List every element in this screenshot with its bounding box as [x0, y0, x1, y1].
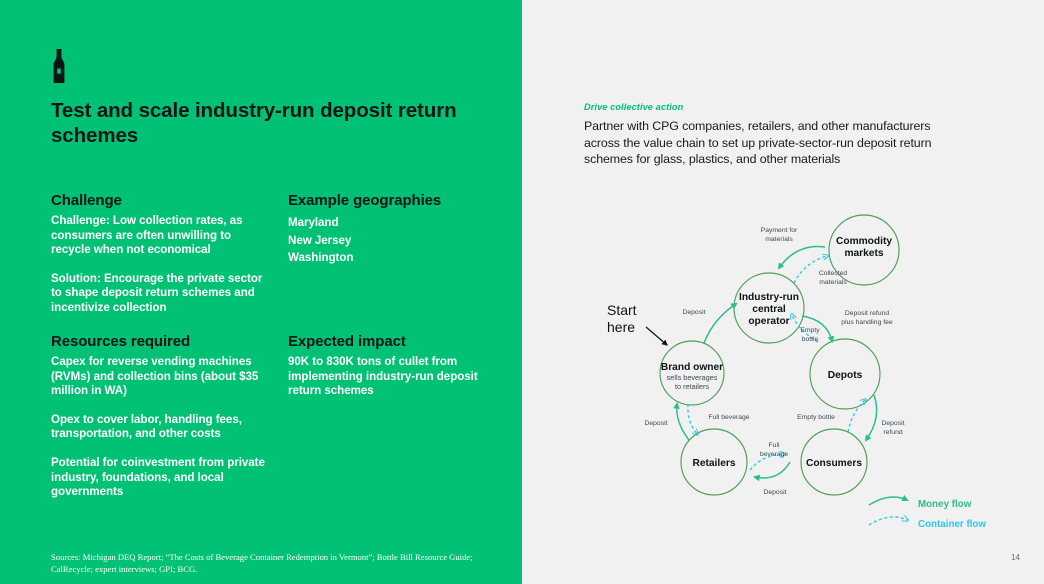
node-label-commodity-markets-line2: markets	[844, 248, 884, 259]
edge-label-deposit-refund-right-line2: refund	[883, 429, 903, 436]
start-here-marker	[607, 302, 667, 345]
expected-impact-paragraph-1: 90K to 830K tons of cullet from implementing industry-run deposit return schemes	[288, 355, 478, 398]
edge-label-deposit-refund-handling-line2: plus handling fee	[841, 319, 893, 326]
flow-deposit-refund-to-consumers	[866, 395, 905, 440]
section-challenge	[51, 192, 266, 316]
legend-item-container-flow	[869, 517, 986, 530]
section-resources-required	[51, 333, 266, 500]
start-here-line2: here	[607, 319, 636, 335]
section-heading-example-geographies: Example geographies	[288, 192, 442, 209]
edge-label-payment-for-materials-line2: materials	[765, 236, 793, 243]
diagram-legend	[869, 497, 986, 530]
section-example-geographies	[288, 192, 503, 267]
legend-item-money-flow	[869, 497, 972, 510]
flow-payment-for-materials	[761, 227, 825, 268]
edge-label-collected-materials-line1: Collected	[818, 270, 848, 277]
edge-label-deposit-brand: Deposit	[682, 309, 706, 316]
section-heading-expected-impact: Expected impact	[288, 333, 406, 350]
node-label-operator-line3: operator	[748, 316, 790, 327]
legend-label-container-flow: Container flow	[918, 519, 987, 530]
edge-label-payment-for-materials-line1: Payment for	[760, 227, 798, 234]
sources-footnote: Sources: Michigan DEQ Report; “The Costs of Beverage Container Redemption in Vermont”; Bottle Bill Resource Guide; CalRecycle; expert interviews; GPI; BCG.	[51, 552, 473, 574]
lede-paragraph: Partner with CPG companies, retailers, and other manufacturers across the value chain to set up private-sector-run deposit return schemes for glass, plastics, and other materials	[584, 119, 932, 167]
resources-paragraph-1: Capex for reverse vending machines (RVMs) and collection bins (about $35 million in WA)	[51, 355, 259, 398]
geography-item-maryland: Maryland	[288, 216, 339, 229]
diagram-node-depots[interactable]	[810, 339, 880, 409]
flow-deposit-consumers-to-retailers	[755, 462, 790, 496]
page-number: 14	[1011, 553, 1020, 562]
section-heading-resources-required: Resources required	[51, 333, 191, 350]
diagram-node-brand-owner[interactable]	[660, 341, 724, 405]
resources-paragraph-3: Potential for coinvestment from private industry, foundations, and local governments	[51, 455, 265, 499]
bottle-icon	[50, 49, 68, 83]
edge-label-deposit-refund-handling-line1: Deposit refund	[844, 310, 890, 317]
challenge-paragraph-2: Solution: Encourage the private sector to shape deposit return schemes and incentivize collection	[51, 271, 263, 314]
node-label-consumers: Consumers	[805, 458, 863, 469]
edge-label-deposit-bottom: Deposit	[763, 489, 787, 496]
edge-label-empty-bottle-right: Empty bottle	[797, 414, 835, 421]
node-sublabel-brand-owner-line1: sells beverages	[666, 373, 718, 382]
challenge-paragraph-1: Challenge: Low collection rates, as consumers are often unwilling to recycle when not economical	[51, 214, 243, 257]
deposit-return-cycle-diagram	[522, 0, 1044, 584]
geography-item-new-jersey: New Jersey	[288, 233, 352, 247]
node-label-depots: Depots	[827, 370, 863, 381]
edge-label-full-beverage-mid-line2: beverage	[759, 451, 789, 458]
node-label-retailers: Retailers	[692, 458, 736, 469]
flow-full-beverage-to-consumers	[750, 442, 788, 470]
edge-label-full-beverage-mid-line1: Full	[768, 442, 780, 449]
node-label-brand-owner: Brand owner	[660, 362, 724, 373]
diagram-node-retailers[interactable]	[681, 429, 747, 495]
section-expected-impact	[288, 333, 503, 399]
legend-label-money-flow: Money flow	[918, 499, 972, 510]
page-title: Test and scale industry-run deposit return schemes	[51, 99, 457, 147]
node-sublabel-brand-owner-line2: to retailers	[674, 382, 710, 391]
resources-paragraph-2: Opex to cover labor, handling fees, transportation, and other costs	[51, 412, 242, 441]
flow-deposit-brand-owner-to-operator	[682, 304, 736, 343]
node-label-operator-line1: Industry-run	[739, 292, 799, 303]
start-here-line1: Start	[607, 302, 637, 318]
eyebrow-label: Drive collective action	[584, 102, 684, 112]
edge-label-empty-bottle-top-line1: Empty	[800, 327, 820, 334]
edge-label-collected-materials-line2: materials	[819, 279, 847, 286]
section-heading-challenge: Challenge	[51, 192, 122, 209]
right-content-panel	[522, 0, 1044, 584]
edge-label-deposit-refund-right-line1: Deposit	[881, 420, 905, 427]
flow-deposit-retailers-to-brand-owner	[644, 404, 689, 440]
geography-item-washington: Washington	[288, 251, 354, 264]
node-label-operator-line2: central	[752, 304, 786, 315]
edge-label-deposit-left: Deposit	[644, 420, 668, 427]
diagram-node-industry-run-central-operator[interactable]	[734, 273, 804, 343]
edge-label-empty-bottle-top-line2: bottle	[801, 336, 819, 343]
edge-label-full-beverage-left: Full beverage	[708, 414, 750, 421]
diagram-node-consumers[interactable]	[801, 429, 867, 495]
node-label-commodity-markets-line1: Commodity	[835, 236, 893, 247]
